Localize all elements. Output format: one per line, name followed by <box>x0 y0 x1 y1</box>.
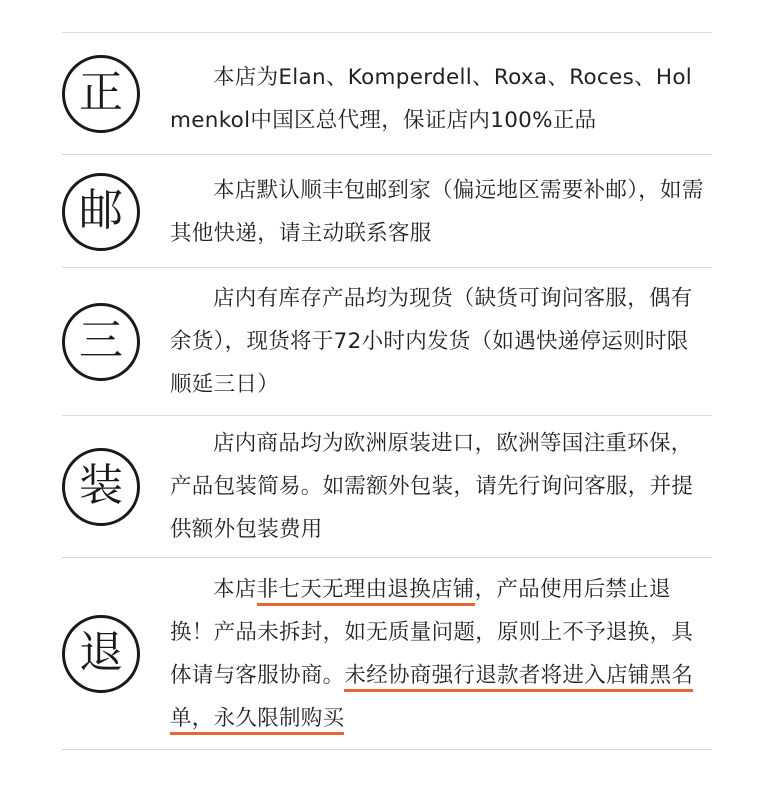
notice-row-shipping <box>62 155 712 268</box>
badge-authentic <box>62 55 140 133</box>
notice-row-authentic <box>62 33 712 155</box>
badge-returns <box>62 615 140 693</box>
returns-text-part2: ，产品使用后禁止退换！产品未拆封，如无质量问题，原则上不予退换，具体请与客服协商。 <box>170 577 694 688</box>
notice-row-returns <box>62 558 712 750</box>
returns-highlight-no-return-policy: 非七天无理由退换店铺 <box>257 577 475 606</box>
notice-row-packaging <box>62 416 712 558</box>
returns-text-part1: 本店 <box>213 577 257 602</box>
badge-returns-char: 退 <box>79 627 123 678</box>
badge-authentic-char: 正 <box>79 67 123 118</box>
badge-delivery-time <box>62 303 140 381</box>
notice-authentic-text: 本店为Elan、Komperdell、Roxa、Roces、Holmenkol中国区总代理，保证店内100%正品 <box>170 65 693 133</box>
notice-row-delivery-time <box>62 268 712 416</box>
badge-shipping-char: 邮 <box>79 185 123 236</box>
badge-delivery-time-char: 三 <box>79 315 123 366</box>
notice-returns-text <box>170 568 710 740</box>
notice-delivery-time-text: 店内有库存产品均为现货（缺货可询问客服，偶有余货），现货将于72小时内发货（如遇快递停运则时限顺延三日） <box>170 286 693 397</box>
badge-packaging <box>62 448 140 526</box>
badge-packaging-char: 装 <box>79 460 123 511</box>
returns-highlight-blacklist-warning: 未经协商强行退款者将进入店铺黑名单，永久限制购买 <box>170 663 693 735</box>
notice-shipping-text: 本店默认顺丰包邮到家（偏远地区需要补邮），如需其他快递，请主动联系客服 <box>170 178 704 246</box>
notice-packaging-text: 店内商品均为欧洲原装进口，欧洲等国注重环保，产品包装简易。如需额外包装，请先行询问客服，并提供额外包装费用 <box>170 431 694 542</box>
store-notice-list <box>62 32 712 750</box>
badge-shipping <box>62 173 140 251</box>
